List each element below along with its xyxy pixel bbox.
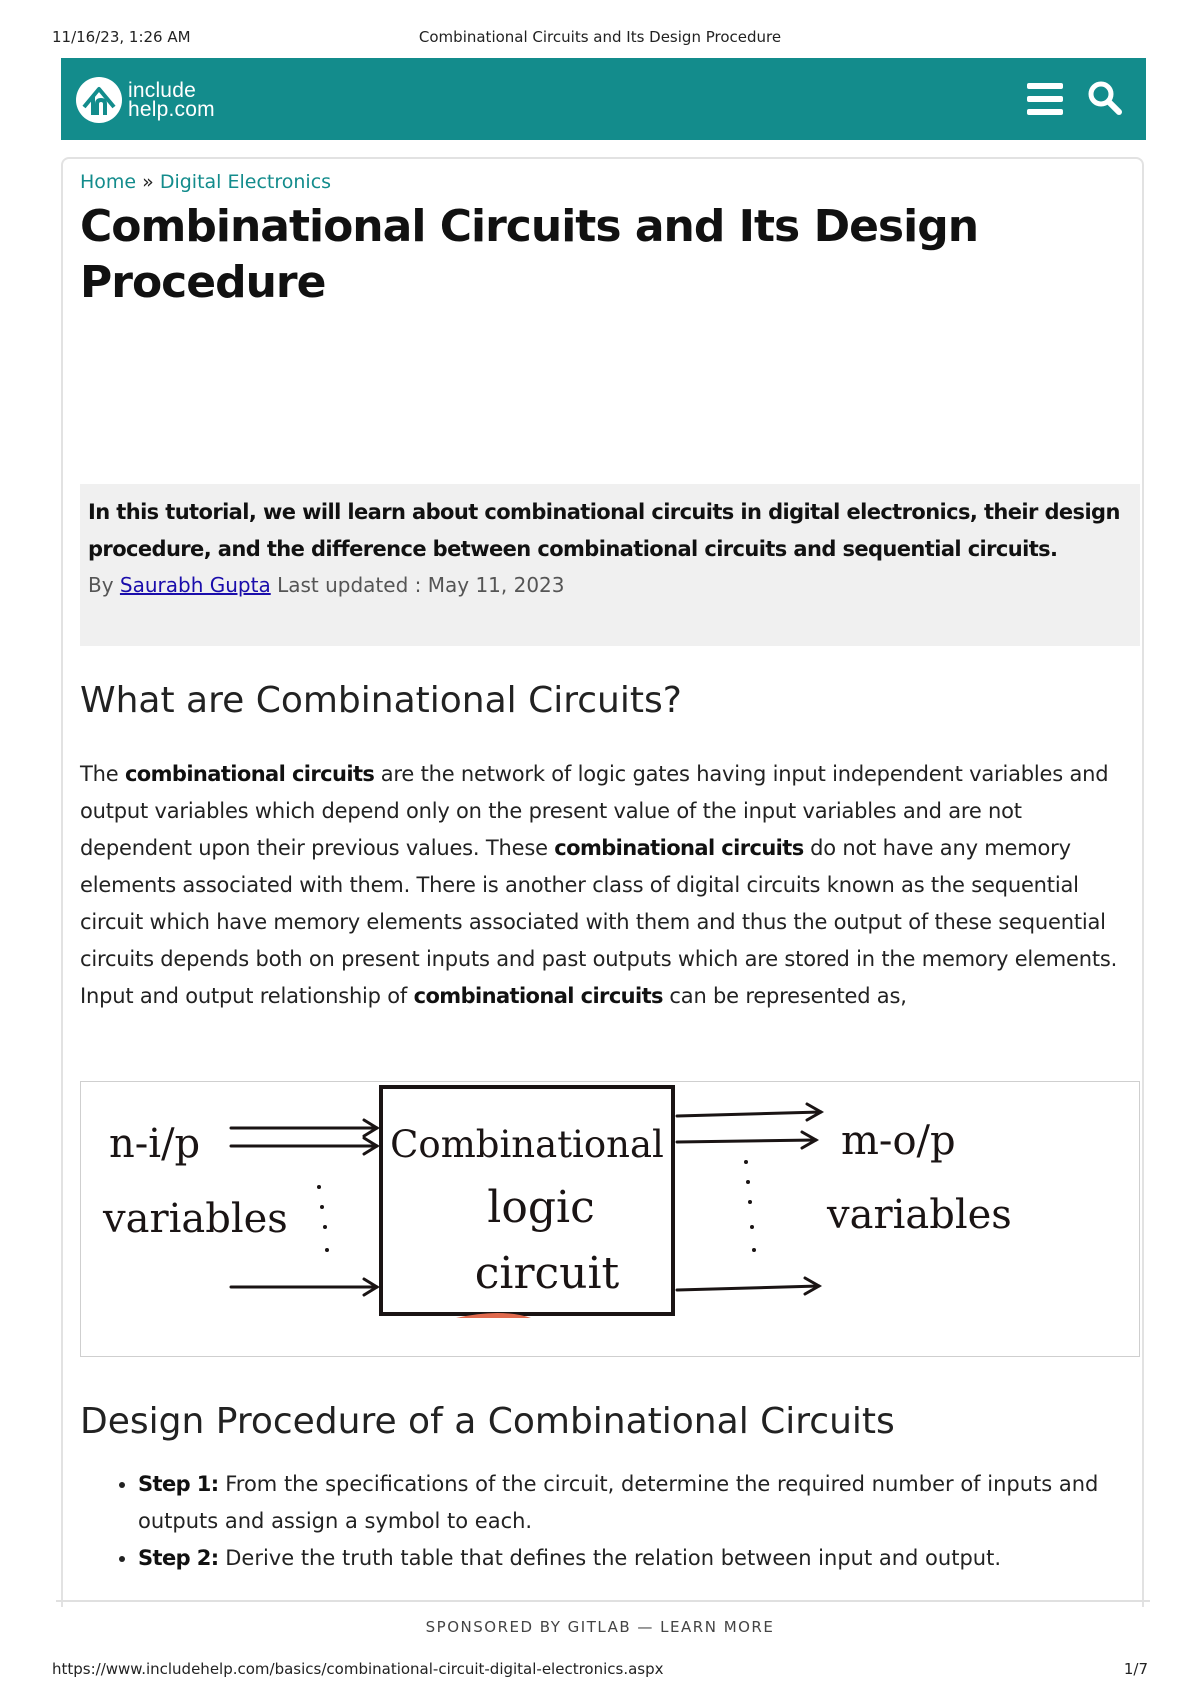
page-divider — [56, 1600, 1150, 1602]
step-text: From the specifications of the circuit, determine the required number of inputs and outputs and assign a symbol to each. — [138, 1472, 1099, 1533]
updated-date: May 11, 2023 — [427, 573, 565, 597]
step-label: Step 2: — [138, 1546, 219, 1570]
input-dots — [317, 1185, 329, 1252]
output-label-1: m-o/p — [841, 1118, 956, 1164]
article-card — [61, 157, 1144, 1607]
breadcrumb — [80, 171, 331, 193]
box-label-1: Combinational — [390, 1123, 664, 1166]
input-label-2: variables — [103, 1196, 288, 1242]
hamburger-menu-icon[interactable] — [1025, 80, 1065, 118]
output-dots — [744, 1160, 756, 1252]
box-label-2: logic — [487, 1182, 595, 1233]
logo-text-line2: help.com — [128, 98, 215, 121]
search-icon[interactable] — [1086, 79, 1124, 117]
page-title: Combinational Circuits and Its Design Procedure — [80, 201, 979, 308]
design-steps-list — [80, 1466, 1140, 1577]
updated-label: Last updated : — [270, 573, 428, 597]
section-heading-what-are: What are Combinational Circuits? — [80, 680, 682, 721]
logo-text — [128, 81, 215, 119]
para-text-4: can be represented as, — [662, 984, 907, 1008]
para-bold-3: combinational circuits — [413, 984, 663, 1008]
input-label-1: n-i/p — [109, 1121, 201, 1167]
section-paragraph — [80, 756, 1140, 1015]
author-link[interactable]: Saurabh Gupta — [119, 573, 271, 597]
para-text-2: are the network of logic gates having input independent variables and output variables which depend only on the present value of the input variables and are not dependent upon their previous values. These — [80, 762, 1109, 860]
sponsor-link[interactable]: SPONSORED BY GITLAB — LEARN MORE — [425, 1618, 775, 1636]
logo-text-line1: include — [128, 79, 196, 102]
output-arrows — [677, 1104, 821, 1294]
print-page-number: 1/7 — [1123, 1660, 1148, 1678]
print-date: 11/16/23, 1:26 AM — [52, 28, 191, 46]
intro-text: In this tutorial, we will learn about combinational circuits in digital electronics, their design procedure, and the difference between combinational circuits and sequential circuits. — [88, 500, 1120, 561]
section-heading-design-procedure: Design Procedure of a Combinational Circuits — [80, 1401, 895, 1442]
box-label-3: circuit — [474, 1248, 620, 1299]
para-text-1: The — [80, 762, 125, 786]
para-text-3: do not have any memory elements associated with them. There is another class of digital circuits known as the sequential circuit which have memory elements associated with them and thus the output of these sequential circuits depends both on present inputs and past outputs which are stored in the memory elements. Input and output relationship of — [80, 836, 1118, 1008]
intro-summary-box — [80, 484, 1140, 646]
para-bold-2: combinational circuits — [554, 836, 804, 860]
print-header — [0, 28, 1200, 48]
site-header-bar — [61, 58, 1146, 140]
step-text: Derive the truth table that defines the relation between input and output. — [218, 1546, 1001, 1570]
byline — [88, 568, 1132, 602]
breadcrumb-separator: » — [136, 171, 160, 193]
combinational-circuit-diagram — [80, 1081, 1140, 1357]
breadcrumb-home-link[interactable]: Home — [80, 171, 137, 193]
print-doc-title: Combinational Circuits and Its Design Procedure — [418, 28, 782, 46]
para-bold-1: combinational circuits — [124, 762, 375, 786]
list-item — [138, 1540, 1140, 1577]
byline-prefix: By — [88, 573, 120, 597]
print-footer — [0, 1660, 1200, 1680]
step-label: Step 1: — [138, 1472, 219, 1496]
site-logo[interactable] — [76, 77, 215, 123]
breadcrumb-category-link[interactable]: Digital Electronics — [159, 171, 332, 193]
output-label-2: variables — [827, 1192, 1012, 1238]
print-url: https://www.includehelp.com/basics/combinational-circuit-digital-electronics.aspx — [52, 1660, 664, 1678]
list-item — [138, 1466, 1140, 1540]
logo-mark-icon — [76, 77, 122, 123]
